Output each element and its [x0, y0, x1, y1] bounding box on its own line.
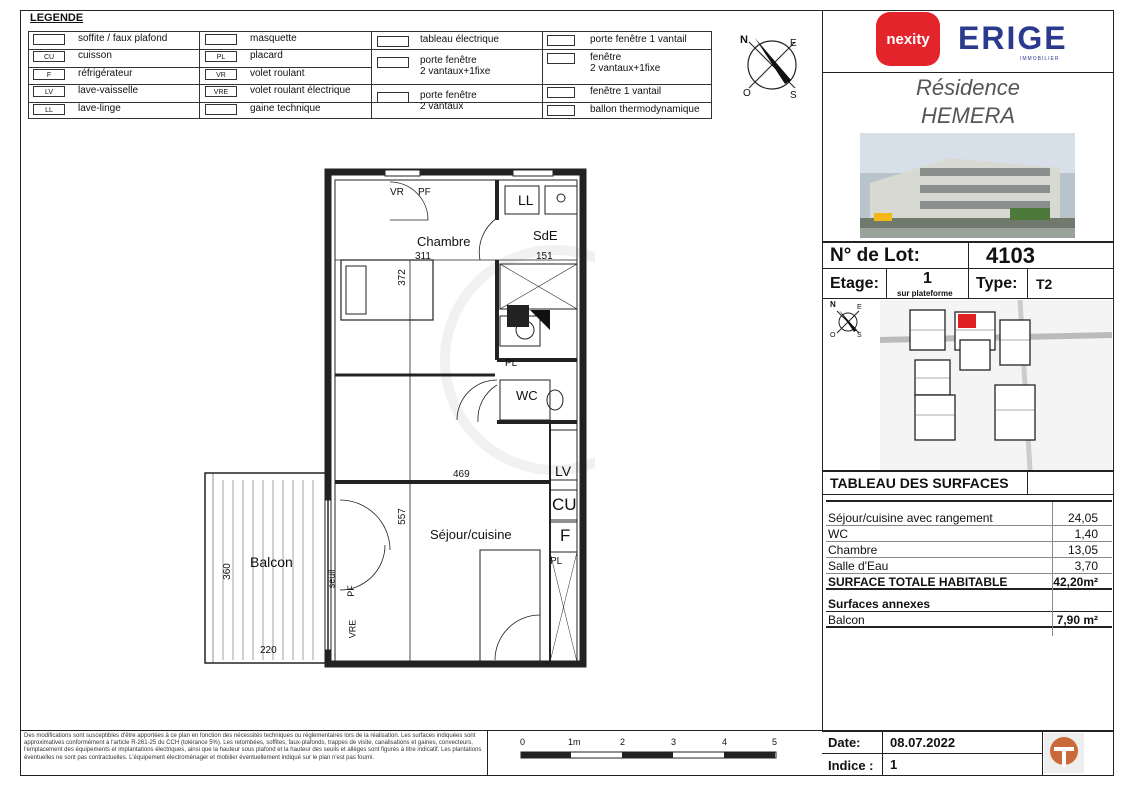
legend-col3-item: porte fenêtre 2 vantaux+1fixe — [420, 55, 491, 77]
legend-col2-item: volet roulant — [250, 68, 305, 79]
legend-col1-item: cuisson — [78, 50, 112, 61]
annex-title: Surfaces annexes — [828, 597, 931, 611]
scale-2: 2 — [620, 737, 626, 747]
annex-label: Balcon — [828, 613, 865, 627]
annex-row — [826, 612, 1112, 628]
appliance-lv: LV — [555, 463, 572, 479]
surface-label: WC — [828, 527, 848, 541]
appliance-cu: CU — [552, 495, 577, 514]
dim-151: 151 — [536, 251, 553, 262]
legend-symbol-4: LL — [33, 104, 65, 115]
legend-symbol2-1: PL — [205, 51, 237, 62]
legend-col4-item: ballon thermodynamique — [590, 104, 700, 115]
compass-e: E — [790, 38, 797, 49]
door-pf-sejour: PF — [345, 585, 356, 597]
compass-s: S — [790, 90, 797, 101]
room-sde: SdE — [533, 228, 558, 243]
legend-col4-item: porte fenêtre 1 vantail — [590, 34, 687, 45]
legend-symbol2-4 — [205, 104, 237, 115]
lot-highlight — [958, 314, 976, 328]
closet-pl-hall: PL — [505, 358, 518, 369]
scale-bar — [520, 748, 780, 762]
room-sejour: Séjour/cuisine — [430, 527, 512, 542]
annex-value: 7,90 m² — [1056, 613, 1098, 627]
legend-symbol-0 — [33, 34, 65, 45]
dim-311: 311 — [415, 251, 431, 262]
appliance-ll: LL — [518, 192, 534, 208]
date-value: 08.07.2022 — [890, 735, 956, 750]
legend-col2-item: masquette — [250, 33, 297, 44]
dim-360: 360 — [221, 563, 233, 580]
legend-symbol2-3: VRE — [205, 86, 237, 97]
indice-label: Indice : — [828, 758, 874, 773]
legend-col1-item: soffite / faux plafond — [78, 33, 168, 44]
legend-col1-item: lave-linge — [78, 103, 121, 114]
compass-o: O — [743, 88, 751, 99]
legend-door-icon — [377, 92, 409, 103]
surface-label: Séjour/cuisine avec rangement — [828, 511, 993, 525]
building-render-image — [860, 133, 1075, 238]
door-pf: PF — [418, 187, 431, 198]
room-balcon: Balcon — [250, 554, 293, 570]
architect-logo-icon — [1044, 733, 1084, 773]
closet-pl-kitchen: PL — [550, 556, 563, 567]
legend-window-icon — [547, 35, 575, 46]
seuil-label: seuil — [326, 569, 337, 589]
type-value: T2 — [1036, 276, 1053, 292]
surface-label: Salle d'Eau — [828, 559, 889, 573]
legend-col3-item: porte fenêtre 2 vantaux — [420, 90, 477, 112]
legend-col4-item: fenêtre 2 vantaux+1fixe — [590, 52, 661, 74]
legend-symbol-3: LV — [33, 86, 65, 97]
surface-total-label: SURFACE TOTALE HABITABLE — [828, 575, 1008, 589]
nexity-logo: nexity — [876, 12, 940, 66]
date-label: Date: — [828, 735, 861, 750]
surface-value: 1,40 — [1074, 527, 1098, 541]
annex-title-row — [826, 596, 1112, 612]
legend-door-icon — [377, 57, 409, 68]
legend-title: LEGENDE — [30, 12, 84, 24]
scale-4: 4 — [722, 737, 728, 747]
dim-220: 220 — [260, 645, 277, 656]
erige-sub: IMMOBILIER — [1020, 56, 1060, 62]
legend-window-icon — [547, 87, 575, 98]
small-compass-e: E — [857, 304, 862, 311]
legend-col2-item: gaine technique — [250, 103, 321, 114]
legend-window-icon — [547, 53, 575, 64]
legend-symbol-2: F — [33, 69, 65, 80]
scale-1: 1m — [568, 737, 581, 747]
surface-row — [826, 510, 1112, 526]
dim-372: 372 — [396, 269, 408, 286]
legend-window-icon — [547, 105, 575, 116]
small-compass-n: N — [830, 300, 836, 309]
legend-symbol2-2: VR — [205, 69, 237, 80]
type-label: Type: — [976, 275, 1018, 292]
surface-row — [826, 558, 1112, 574]
legend-door-icon — [377, 36, 409, 47]
surface-value: 13,05 — [1067, 543, 1098, 557]
lot-label: N° de Lot: — [830, 245, 920, 266]
legal-footnote: Des modifications sont susceptibles d'être apportées à ce plan en fonction des nécessités techniques ou réglementaires lors de la réalisation. Les surfaces indiquées sont approximatives conformément à l'article R-261-25 du CCH (tolérance 5%). Les retombées, soffites, faux-plafonds, trappes de visite, canalisations et gaines, convecteurs, l'emplacement des équipements et implantations électriques, ainsi que la hauteur sous plafond et la hauteur des seuils et allèges sont figurés à titre indicatif. Les plantations éventuelles ne sont pas contractuelles. L'équipement électroménager et mobilier éventuellement indiqué sur le plan n'est pas fourni. — [24, 733, 482, 761]
dim-469: 469 — [453, 469, 470, 480]
small-compass-o: O — [830, 332, 836, 339]
legend-symbol2-0 — [205, 34, 237, 45]
surface-total-value: 42,20m² — [1053, 575, 1098, 589]
shutter-vre: VRE — [347, 619, 358, 639]
room-chambre: Chambre — [417, 234, 471, 249]
surfaces-title: TABLEAU DES SURFACES — [830, 475, 1009, 491]
erige-logo: ERIGE — [958, 20, 1068, 56]
indice-value: 1 — [890, 757, 898, 772]
legend-col2-item: placard — [250, 50, 283, 61]
scale-5: 5 — [772, 737, 778, 747]
legend-symbol-1: CU — [33, 51, 65, 62]
etage-label: Etage: — [830, 275, 879, 292]
legend-col1-item: lave-vaisselle — [78, 85, 139, 96]
legend-col1-item: réfrigérateur — [78, 68, 133, 79]
surface-label: Chambre — [828, 543, 878, 557]
shutter-vr: VR — [390, 187, 404, 198]
small-compass-s: S — [857, 332, 862, 339]
compass-n: N — [740, 34, 748, 46]
residence-label: Résidence — [916, 75, 1020, 100]
dim-557: 557 — [396, 508, 408, 525]
legend-col4-item: fenêtre 1 vantail — [590, 86, 662, 97]
surface-row — [826, 542, 1112, 558]
surface-total-row — [826, 574, 1112, 590]
room-wc: WC — [516, 388, 538, 403]
etage-sub: sur plateforme — [897, 289, 953, 298]
legend-col3-item: tableau électrique — [420, 34, 499, 45]
surface-row — [826, 526, 1112, 542]
appliance-f: F — [560, 526, 571, 545]
legend-col2-item: volet roulant électrique — [250, 85, 351, 96]
scale-0: 0 — [520, 737, 526, 747]
surface-value: 3,70 — [1074, 559, 1098, 573]
site-plan-map — [880, 300, 1112, 470]
surface-value: 24,05 — [1067, 511, 1098, 525]
etage-value: 1 — [923, 270, 932, 287]
lot-value: 4103 — [986, 243, 1035, 268]
scale-3: 3 — [671, 737, 677, 747]
residence-name: HEMERA — [920, 103, 1016, 128]
